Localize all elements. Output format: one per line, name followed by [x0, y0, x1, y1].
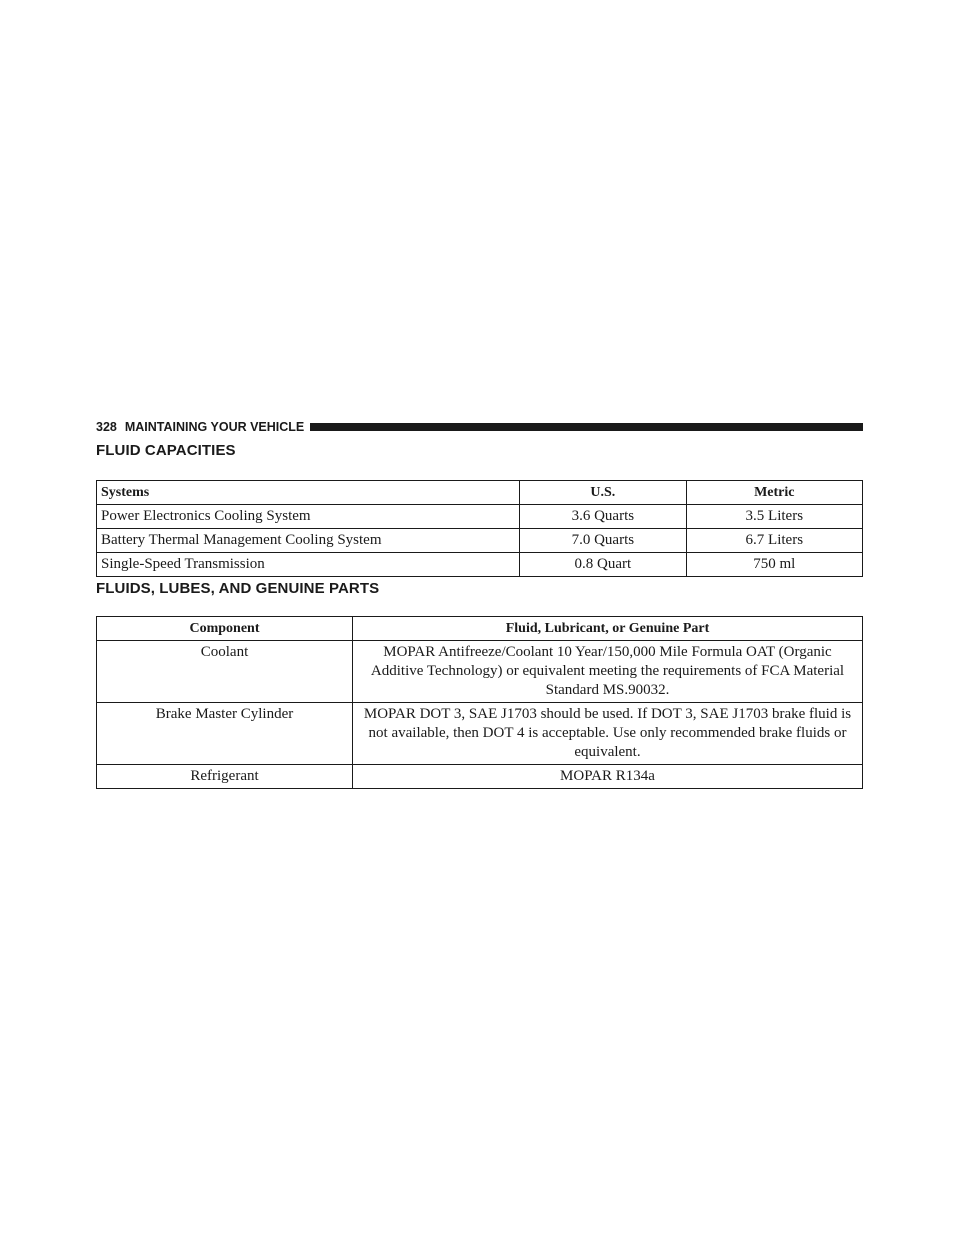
fluids-lubes-table	[96, 616, 863, 789]
component-cell: Refrigerant	[97, 765, 353, 789]
table-row	[97, 641, 863, 703]
column-header-metric: Metric	[686, 481, 862, 505]
column-header-component: Component	[97, 617, 353, 641]
us-cell: 0.8 Quart	[520, 553, 687, 577]
table-row	[97, 529, 863, 553]
header-rule	[310, 423, 863, 431]
column-header-systems: Systems	[97, 481, 520, 505]
table-header-row	[97, 617, 863, 641]
table-row	[97, 505, 863, 529]
column-header-fluid: Fluid, Lubricant, or Genuine Part	[353, 617, 863, 641]
metric-cell: 750 ml	[686, 553, 862, 577]
system-cell: Power Electronics Cooling System	[97, 505, 520, 529]
column-header-us: U.S.	[520, 481, 687, 505]
fluid-capacities-table	[96, 480, 863, 577]
table-header-row	[97, 481, 863, 505]
table-row	[97, 765, 863, 789]
metric-cell: 6.7 Liters	[686, 529, 862, 553]
table-row	[97, 703, 863, 765]
us-cell: 7.0 Quarts	[520, 529, 687, 553]
system-cell: Single-Speed Transmission	[97, 553, 520, 577]
system-cell: Battery Thermal Management Cooling System	[97, 529, 520, 553]
fluid-cell: MOPAR Antifreeze/Coolant 10 Year/150,000 Mile Formula OAT (Organic Additive Technology) or equivalent meeting the requirements of FCA Material Standard MS.90032.	[353, 641, 863, 703]
metric-cell: 3.5 Liters	[686, 505, 862, 529]
fluid-cell: MOPAR DOT 3, SAE J1703 should be used. If DOT 3, SAE J1703 brake fluid is not available, then DOT 4 is acceptable. Use only recommended brake fluids or equivalent.	[353, 703, 863, 765]
fluid-capacities-heading: FLUID CAPACITIES	[96, 442, 236, 459]
component-cell: Brake Master Cylinder	[97, 703, 353, 765]
component-cell: Coolant	[97, 641, 353, 703]
running-header	[96, 418, 863, 436]
page-number: 328	[96, 420, 117, 434]
fluid-cell: MOPAR R134a	[353, 765, 863, 789]
section-title: MAINTAINING YOUR VEHICLE	[124, 420, 305, 434]
table-row	[97, 553, 863, 577]
fluids-lubes-heading: FLUIDS, LUBES, AND GENUINE PARTS	[96, 580, 380, 597]
us-cell: 3.6 Quarts	[520, 505, 687, 529]
